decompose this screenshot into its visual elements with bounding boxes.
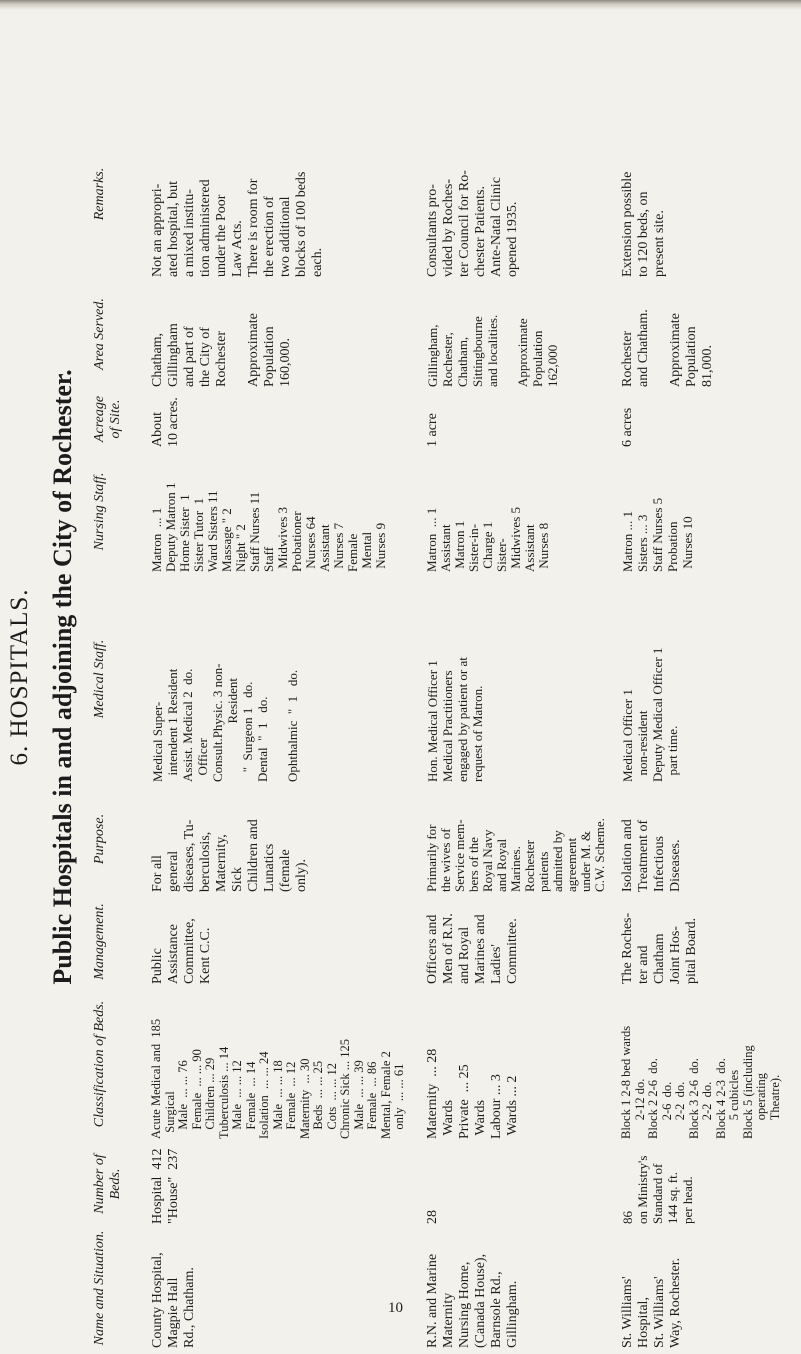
row1-acreage: About 10 acres. — [150, 397, 181, 447]
row1-nursing-staff: Matron ... 1 Deputy Matron 1 Home Sister 1 Sister Tutor 1 Ward Sisters 11 Massage " 2 Night " 2 Staff Nurses 11 Staff Midwives 3 Probationer Nurses 64 Assistant Nurses 7 Female Mental Nurses 9 — [149, 482, 388, 572]
row1-beds: Hospital 412 "House" 237 — [150, 1148, 181, 1224]
header-acreage: Acreage of Site. — [92, 395, 123, 443]
row3-name: St. Williams' Hospital, St. Williams' Way, Rochester. — [620, 1257, 683, 1348]
row1-name: County Hospital, Magpie Hall Rd., Chatham. — [150, 1252, 197, 1348]
header-medical-staff: Medical Staff. — [92, 639, 107, 719]
row2-area: Gillingham, Rochester, Chatham, Sittingbourne and localities. Approximate Population 162,000 — [425, 314, 560, 387]
row3-classification: Block 1 2-8 bed wards 2-12 do. Block 2 2-6 do. 2-6 do. 2-2 do. Block 3 2-6 do. 2-2 do. Block 4 2-3 do. 5 cubicles Block 5 (including operating Theatre). — [619, 1025, 782, 1139]
row2-management: Officers and Men of R.N. and Royal Marines and Ladies' Committee. — [425, 913, 520, 984]
row2-classification: Maternity ... 28 Wards Private ... 25 Wards Labour ... 3 Wards ... 2 — [425, 1048, 520, 1139]
row2-purpose: Primarily for the wives of Service mem- bers of the Royal Navy and Royal Marines. Rochester patients admitted by agreement under M. & C.W. Scheme. — [424, 818, 607, 892]
row2-name: R.N. and Marine Maternity Nursing Home, (Canada House), Barnsole Rd., Gillingham. — [425, 1253, 520, 1348]
row3-acreage: 6 acres — [620, 407, 635, 447]
row1-medical-staff: Medical Super- intendent 1 Resident Assist. Medical 2 do. Officer Consult.Physic. 3 non- Resident " Surgeon 1 do. Dental " 1 do. Ophthalmic " 1 do. — [150, 663, 300, 782]
page-edge-shadow — [0, 0, 801, 10]
row3-beds: 86 on Ministry's Standard of 144 sq. ft. per head. — [620, 1155, 695, 1224]
row1-classification: Acute Medical and 185 Surgical Male ... ... 76 Female ... ... 90 Children ... 29 Tuberculosis ... 14 Male ... ... 12 Female ... 14 Isolation ... ... 24 Male ... ... 18 Female ... 12 Maternity ... 30 Beds ... ... 25 Cots ... ... 12 Chronic Sick ... 125 Male ... ... 39 Female ... 86 Mental, Female 2 only ... ... 61 — [149, 1018, 406, 1139]
section-title: 6. HOSPITALS. — [6, 588, 33, 766]
header-management: Management. — [92, 903, 107, 980]
row3-remarks: Extension possible to 120 beds, on present site. — [620, 171, 667, 277]
header-classification: Classification of Beds. — [92, 1000, 107, 1128]
row3-medical-staff: Medical Officer 1 non-resident Deputy Medical Officer 1 part time. — [620, 647, 680, 782]
row3-purpose: Isolation and Treatment of Infectious Diseases. — [620, 819, 683, 892]
row1-remarks: Not an appropri- ated hospital, but a mixed institu- tion administered under the Poor Law Acts. There is room for the erection of two additional blocks of 100 beds each. — [150, 171, 325, 277]
row2-beds: 28 — [425, 1210, 440, 1224]
header-beds: Number of Beds. — [92, 1154, 123, 1214]
row1-management: Public Assistance Committee, Kent C.C. — [150, 918, 213, 984]
page-number: 10 — [388, 1300, 403, 1316]
row1-purpose: For all general diseases, Tu- berculosis, Maternity, Sick Children and Lunatics (female only). — [150, 819, 309, 892]
row2-medical-staff: Hon. Medical Officer 1 Medical Practitioners engaged by patient or at request of Matron. — [425, 657, 485, 782]
row2-remarks: Consultants pro- vided by Roches- ter Council for Ro- chester Patients. Ante-Natal Clinic opened 1935. — [425, 170, 520, 277]
page-subtitle: Public Hospitals in and adjoining the City of Rochester. — [48, 369, 77, 985]
header-remarks: Remarks. — [92, 167, 107, 221]
row2-nursing-staff: Matron ... 1 Assistant Matron 1 Sister-in- Charge 1 Sister- Midwives 5 Assistant Nurses 8 — [424, 507, 551, 572]
row2-acreage: 1 acre — [425, 413, 440, 447]
row3-management: The Roches- ter and Chatham Joint Hos- pital Board. — [620, 912, 699, 984]
header-name: Name and Situation. — [92, 1230, 107, 1346]
row3-area: Rochester and Chatham. Approximate Population 81,000. — [620, 309, 715, 387]
row1-area: Chatham, Gillingham and part of the City of Rochester Approximate Population 160,000. — [150, 313, 293, 387]
header-nursing-staff: Nursing Staff. — [92, 472, 107, 551]
header-area: Area Served. — [92, 298, 107, 370]
row3-nursing-staff: Matron ... 1 Sisters ... 3 Staff Nurses 5 Probation Nurses 10 — [620, 497, 695, 572]
header-purpose: Purpose. — [92, 813, 107, 865]
